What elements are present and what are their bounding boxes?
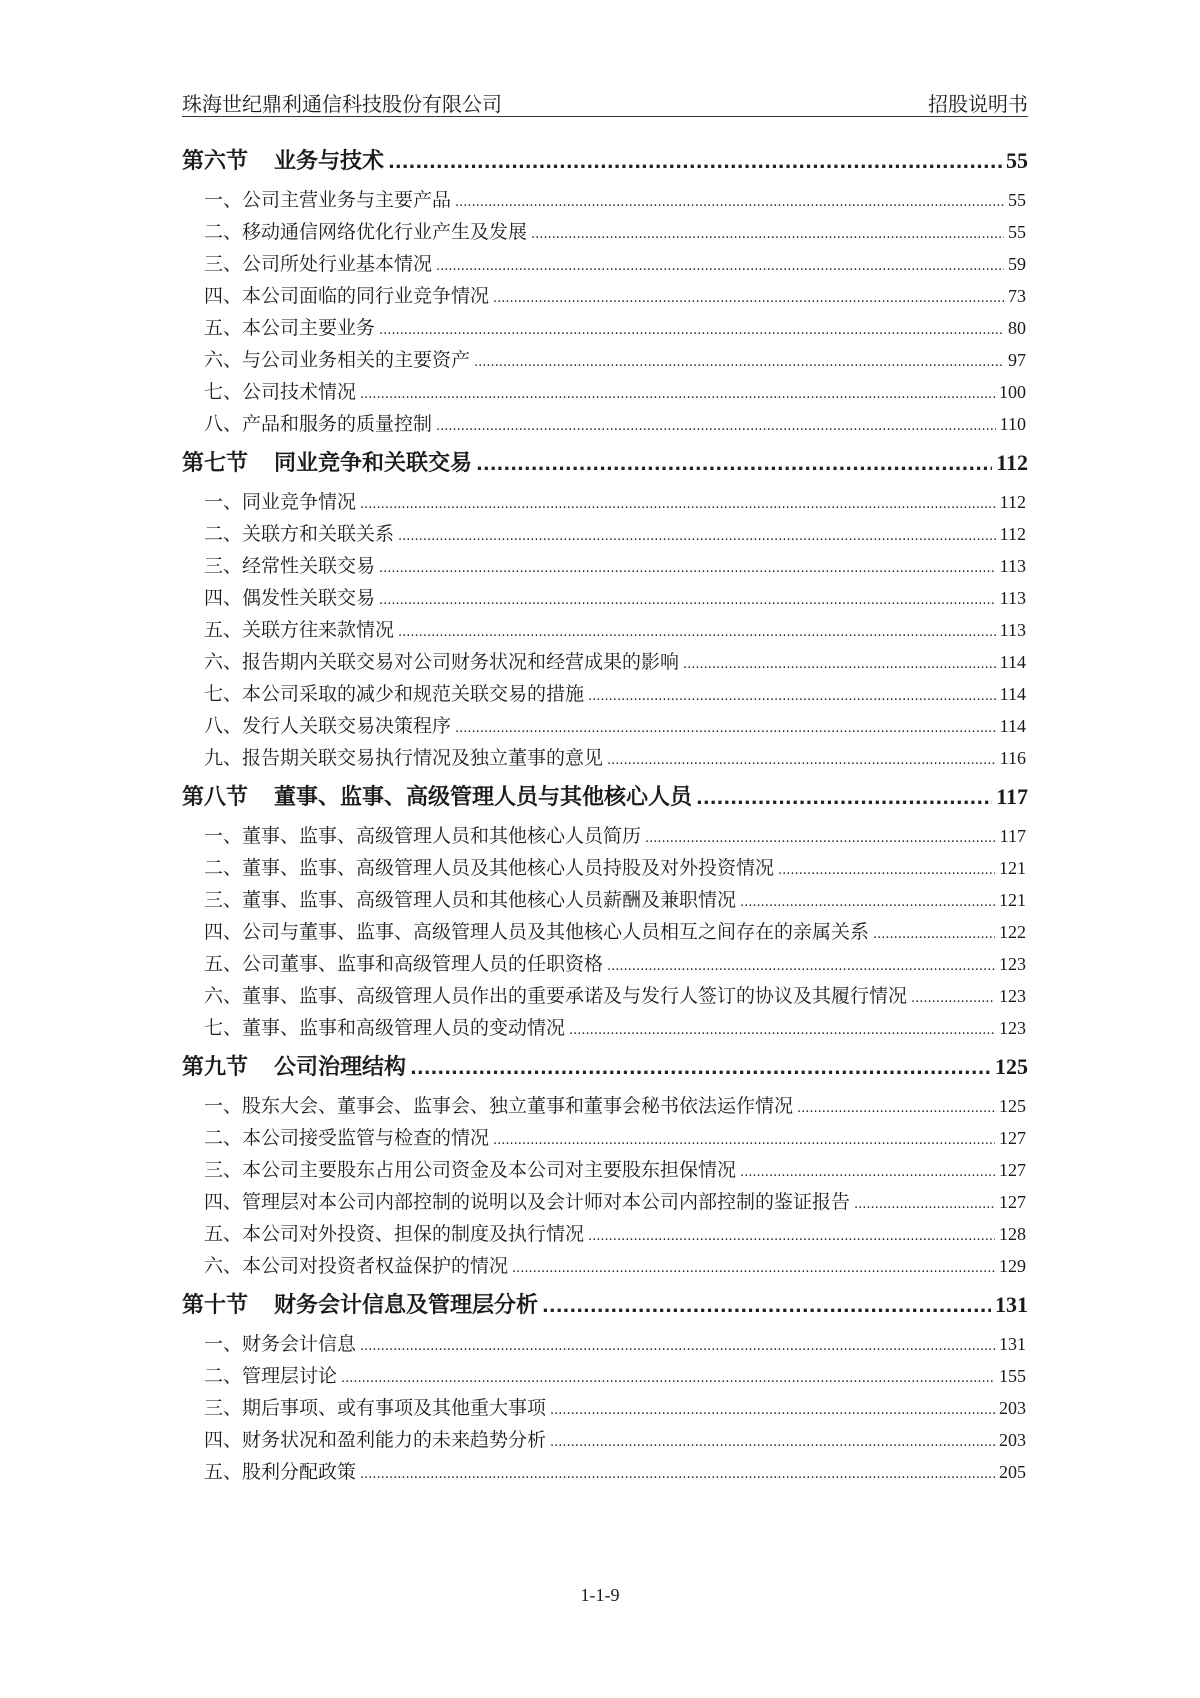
toc-entry[interactable] bbox=[182, 980, 1028, 1012]
entry-label: 六、董事、监事、高级管理人员作出的重要承诺及与发行人签订的协议及其履行情况 bbox=[204, 985, 908, 1007]
toc-entry[interactable] bbox=[182, 1122, 1028, 1154]
dot-leader bbox=[740, 1157, 995, 1189]
entry-label: 三、经常性关联交易 bbox=[204, 555, 376, 577]
toc-section bbox=[182, 1044, 1028, 1282]
entry-page-number: 116 bbox=[999, 748, 1026, 768]
dot-leader bbox=[436, 411, 996, 443]
dot-leader bbox=[911, 983, 995, 1015]
entry-label: 三、董事、监事、高级管理人员和其他核心人员薪酬及兼职情况 bbox=[204, 889, 737, 911]
entry-label: 六、与公司业务相关的主要资产 bbox=[204, 349, 471, 371]
dot-leader bbox=[379, 315, 1004, 347]
entry-label: 八、产品和服务的质量控制 bbox=[204, 413, 433, 435]
entry-label: 一、同业竞争情况 bbox=[204, 491, 357, 513]
dot-leader bbox=[797, 1093, 995, 1125]
dot-leader bbox=[683, 649, 996, 681]
dot-leader bbox=[410, 1046, 991, 1092]
section-title: 财务会计信息及管理层分析 bbox=[274, 1293, 539, 1318]
entry-label: 二、本公司接受监管与检查的情况 bbox=[204, 1127, 490, 1149]
entry-page-number: 73 bbox=[1008, 286, 1026, 306]
toc-entry[interactable] bbox=[182, 1392, 1028, 1424]
entry-label: 三、本公司主要股东占用公司资金及本公司对主要股东担保情况 bbox=[204, 1159, 737, 1181]
toc-entry[interactable] bbox=[182, 1154, 1028, 1186]
dot-leader bbox=[455, 713, 996, 745]
toc-entry[interactable] bbox=[182, 1218, 1028, 1250]
entry-page-number: 100 bbox=[999, 382, 1026, 402]
entry-page-number: 122 bbox=[999, 922, 1026, 942]
entry-label: 二、关联方和关联关系 bbox=[204, 523, 395, 545]
dot-leader bbox=[854, 1189, 995, 1221]
toc-section-heading[interactable] bbox=[182, 1282, 1028, 1328]
dot-leader bbox=[873, 919, 995, 951]
dot-leader bbox=[398, 617, 996, 649]
entry-page-number: 123 bbox=[999, 986, 1026, 1006]
toc-entry[interactable] bbox=[182, 1186, 1028, 1218]
section-title: 董事、监事、高级管理人员与其他核心人员 bbox=[274, 785, 693, 810]
toc-entry[interactable] bbox=[182, 884, 1028, 916]
toc-entry[interactable] bbox=[182, 1090, 1028, 1122]
entry-page-number: 114 bbox=[999, 716, 1026, 736]
entry-label: 四、财务状况和盈利能力的未来趋势分析 bbox=[204, 1429, 547, 1451]
document-type: 招股说明书 bbox=[928, 92, 1028, 116]
entry-page-number: 59 bbox=[1008, 254, 1026, 274]
toc-entry[interactable] bbox=[182, 820, 1028, 852]
entry-label: 六、本公司对投资者权益保护的情况 bbox=[204, 1255, 509, 1277]
entry-page-number: 55 bbox=[1008, 222, 1026, 242]
toc-entry[interactable] bbox=[182, 344, 1028, 376]
table-of-contents bbox=[182, 138, 1028, 1488]
dot-leader bbox=[341, 1363, 995, 1395]
entry-label: 四、本公司面临的同行业竞争情况 bbox=[204, 285, 490, 307]
entry-label: 五、股利分配政策 bbox=[204, 1461, 357, 1483]
entry-page-number: 205 bbox=[999, 1462, 1026, 1482]
toc-entry[interactable] bbox=[182, 582, 1028, 614]
toc-entry[interactable] bbox=[182, 248, 1028, 280]
toc-entry[interactable] bbox=[182, 550, 1028, 582]
toc-entry[interactable] bbox=[182, 312, 1028, 344]
entry-label: 八、发行人关联交易决策程序 bbox=[204, 715, 452, 737]
company-name: 珠海世纪鼎利通信科技股份有限公司 bbox=[182, 92, 502, 116]
section-number: 第八节 bbox=[182, 785, 249, 810]
toc-entry[interactable] bbox=[182, 916, 1028, 948]
section-title: 同业竞争和关联交易 bbox=[274, 451, 473, 476]
section-page-number: 125 bbox=[995, 1054, 1028, 1079]
toc-section-heading[interactable] bbox=[182, 774, 1028, 820]
dot-leader bbox=[360, 489, 996, 521]
entry-label: 一、财务会计信息 bbox=[204, 1333, 357, 1355]
entry-page-number: 155 bbox=[999, 1366, 1026, 1386]
section-page-number: 117 bbox=[996, 784, 1028, 809]
entry-label: 五、关联方往来款情况 bbox=[204, 619, 395, 641]
dot-leader bbox=[436, 251, 1004, 283]
dot-leader bbox=[607, 745, 996, 777]
entry-label: 一、股东大会、董事会、监事会、独立董事和董事会秘书依法运作情况 bbox=[204, 1095, 794, 1117]
dot-leader bbox=[588, 1221, 995, 1253]
entry-label: 四、偶发性关联交易 bbox=[204, 587, 376, 609]
toc-entry[interactable] bbox=[182, 1250, 1028, 1282]
section-number: 第七节 bbox=[182, 451, 249, 476]
entry-page-number: 112 bbox=[999, 492, 1026, 512]
section-number: 第六节 bbox=[182, 149, 249, 174]
section-title: 公司治理结构 bbox=[274, 1055, 407, 1080]
dot-leader bbox=[360, 379, 995, 411]
entry-label: 三、期后事项、或有事项及其他重大事项 bbox=[204, 1397, 547, 1419]
toc-entry[interactable] bbox=[182, 486, 1028, 518]
entry-page-number: 203 bbox=[999, 1398, 1026, 1418]
entry-page-number: 123 bbox=[999, 954, 1026, 974]
entry-page-number: 97 bbox=[1008, 350, 1026, 370]
dot-leader bbox=[550, 1395, 995, 1427]
section-page-number: 55 bbox=[1006, 148, 1028, 173]
entry-label: 五、本公司对外投资、担保的制度及执行情况 bbox=[204, 1223, 585, 1245]
entry-page-number: 110 bbox=[999, 414, 1026, 434]
dot-leader bbox=[476, 442, 992, 488]
section-number: 第九节 bbox=[182, 1055, 249, 1080]
toc-entry[interactable] bbox=[182, 518, 1028, 550]
entry-page-number: 125 bbox=[999, 1096, 1026, 1116]
toc-entry[interactable] bbox=[182, 408, 1028, 440]
dot-leader bbox=[696, 776, 992, 822]
entry-label: 四、公司与董事、监事、高级管理人员及其他核心人员相互之间存在的亲属关系 bbox=[204, 921, 870, 943]
toc-section bbox=[182, 138, 1028, 440]
entry-label: 二、管理层讨论 bbox=[204, 1365, 338, 1387]
section-number: 第十节 bbox=[182, 1293, 249, 1318]
entry-label: 一、董事、监事、高级管理人员和其他核心人员简历 bbox=[204, 825, 642, 847]
entry-label: 二、董事、监事、高级管理人员及其他核心人员持股及对外投资情况 bbox=[204, 857, 775, 879]
dot-leader bbox=[740, 887, 995, 919]
dot-leader bbox=[531, 219, 1004, 251]
entry-label: 一、公司主营业务与主要产品 bbox=[204, 189, 452, 211]
toc-section-heading[interactable] bbox=[182, 1044, 1028, 1090]
section-page-number: 131 bbox=[995, 1292, 1028, 1317]
dot-leader bbox=[360, 1331, 995, 1363]
entry-page-number: 113 bbox=[999, 588, 1026, 608]
dot-leader bbox=[493, 283, 1004, 315]
dot-leader bbox=[493, 1125, 995, 1157]
dot-leader bbox=[398, 521, 996, 553]
entry-page-number: 127 bbox=[999, 1192, 1026, 1212]
entry-page-number: 127 bbox=[999, 1128, 1026, 1148]
dot-leader bbox=[550, 1427, 995, 1459]
toc-entry[interactable] bbox=[182, 376, 1028, 408]
dot-leader bbox=[512, 1253, 995, 1285]
toc-entry[interactable] bbox=[182, 1012, 1028, 1044]
toc-section bbox=[182, 774, 1028, 1044]
entry-label: 七、本公司采取的减少和规范关联交易的措施 bbox=[204, 683, 585, 705]
dot-leader bbox=[455, 187, 1004, 219]
entry-page-number: 123 bbox=[999, 1018, 1026, 1038]
entry-page-number: 55 bbox=[1008, 190, 1026, 210]
section-title: 业务与技术 bbox=[274, 149, 385, 174]
entry-page-number: 80 bbox=[1008, 318, 1026, 338]
dot-leader bbox=[588, 681, 996, 713]
dot-leader bbox=[360, 1459, 995, 1491]
toc-section bbox=[182, 1282, 1028, 1488]
dot-leader bbox=[379, 553, 996, 585]
toc-entry[interactable] bbox=[182, 710, 1028, 742]
toc-section bbox=[182, 440, 1028, 774]
toc-section-heading[interactable] bbox=[182, 440, 1028, 486]
dot-leader bbox=[607, 951, 995, 983]
section-page-number: 112 bbox=[996, 450, 1028, 475]
dot-leader bbox=[778, 855, 995, 887]
dot-leader bbox=[569, 1015, 995, 1047]
dot-leader bbox=[474, 347, 1004, 379]
entry-label: 六、报告期内关联交易对公司财务状况和经营成果的影响 bbox=[204, 651, 680, 673]
entry-label: 二、移动通信网络优化行业产生及发展 bbox=[204, 221, 528, 243]
toc-section-heading[interactable] bbox=[182, 138, 1028, 184]
entry-page-number: 113 bbox=[999, 556, 1026, 576]
page-number: 1-1-9 bbox=[580, 1585, 620, 1605]
entry-page-number: 128 bbox=[999, 1224, 1026, 1244]
toc-entry[interactable] bbox=[182, 742, 1028, 774]
toc-entry[interactable] bbox=[182, 852, 1028, 884]
toc-entry[interactable] bbox=[182, 216, 1028, 248]
dot-leader bbox=[379, 585, 996, 617]
page-header bbox=[182, 86, 1028, 117]
dot-leader bbox=[388, 140, 1002, 186]
toc-entry[interactable] bbox=[182, 280, 1028, 312]
entry-page-number: 114 bbox=[999, 652, 1026, 672]
entry-page-number: 127 bbox=[999, 1160, 1026, 1180]
entry-page-number: 114 bbox=[999, 684, 1026, 704]
entry-page-number: 121 bbox=[999, 890, 1026, 910]
toc-entry[interactable] bbox=[182, 1328, 1028, 1360]
entry-label: 四、管理层对本公司内部控制的说明以及会计师对本公司内部控制的鉴证报告 bbox=[204, 1191, 851, 1213]
toc-entry[interactable] bbox=[182, 1360, 1028, 1392]
entry-label: 三、公司所处行业基本情况 bbox=[204, 253, 433, 275]
toc-entry[interactable] bbox=[182, 646, 1028, 678]
entry-page-number: 129 bbox=[999, 1256, 1026, 1276]
toc-entry[interactable] bbox=[182, 614, 1028, 646]
dot-leader bbox=[645, 823, 996, 855]
entry-label: 七、公司技术情况 bbox=[204, 381, 357, 403]
entry-page-number: 117 bbox=[999, 826, 1026, 846]
entry-page-number: 112 bbox=[999, 524, 1026, 544]
entry-page-number: 121 bbox=[999, 858, 1026, 878]
entry-label: 九、报告期关联交易执行情况及独立董事的意见 bbox=[204, 747, 604, 769]
entry-page-number: 203 bbox=[999, 1430, 1026, 1450]
toc-entry[interactable] bbox=[182, 1456, 1028, 1488]
toc-entry[interactable] bbox=[182, 678, 1028, 710]
entry-page-number: 113 bbox=[999, 620, 1026, 640]
toc-entry[interactable] bbox=[182, 184, 1028, 216]
entry-label: 五、本公司主要业务 bbox=[204, 317, 376, 339]
toc-entry[interactable] bbox=[182, 948, 1028, 980]
toc-entry[interactable] bbox=[182, 1424, 1028, 1456]
entry-label: 七、董事、监事和高级管理人员的变动情况 bbox=[204, 1017, 566, 1039]
entry-page-number: 131 bbox=[999, 1334, 1026, 1354]
entry-label: 五、公司董事、监事和高级管理人员的任职资格 bbox=[204, 953, 604, 975]
dot-leader bbox=[542, 1284, 991, 1330]
